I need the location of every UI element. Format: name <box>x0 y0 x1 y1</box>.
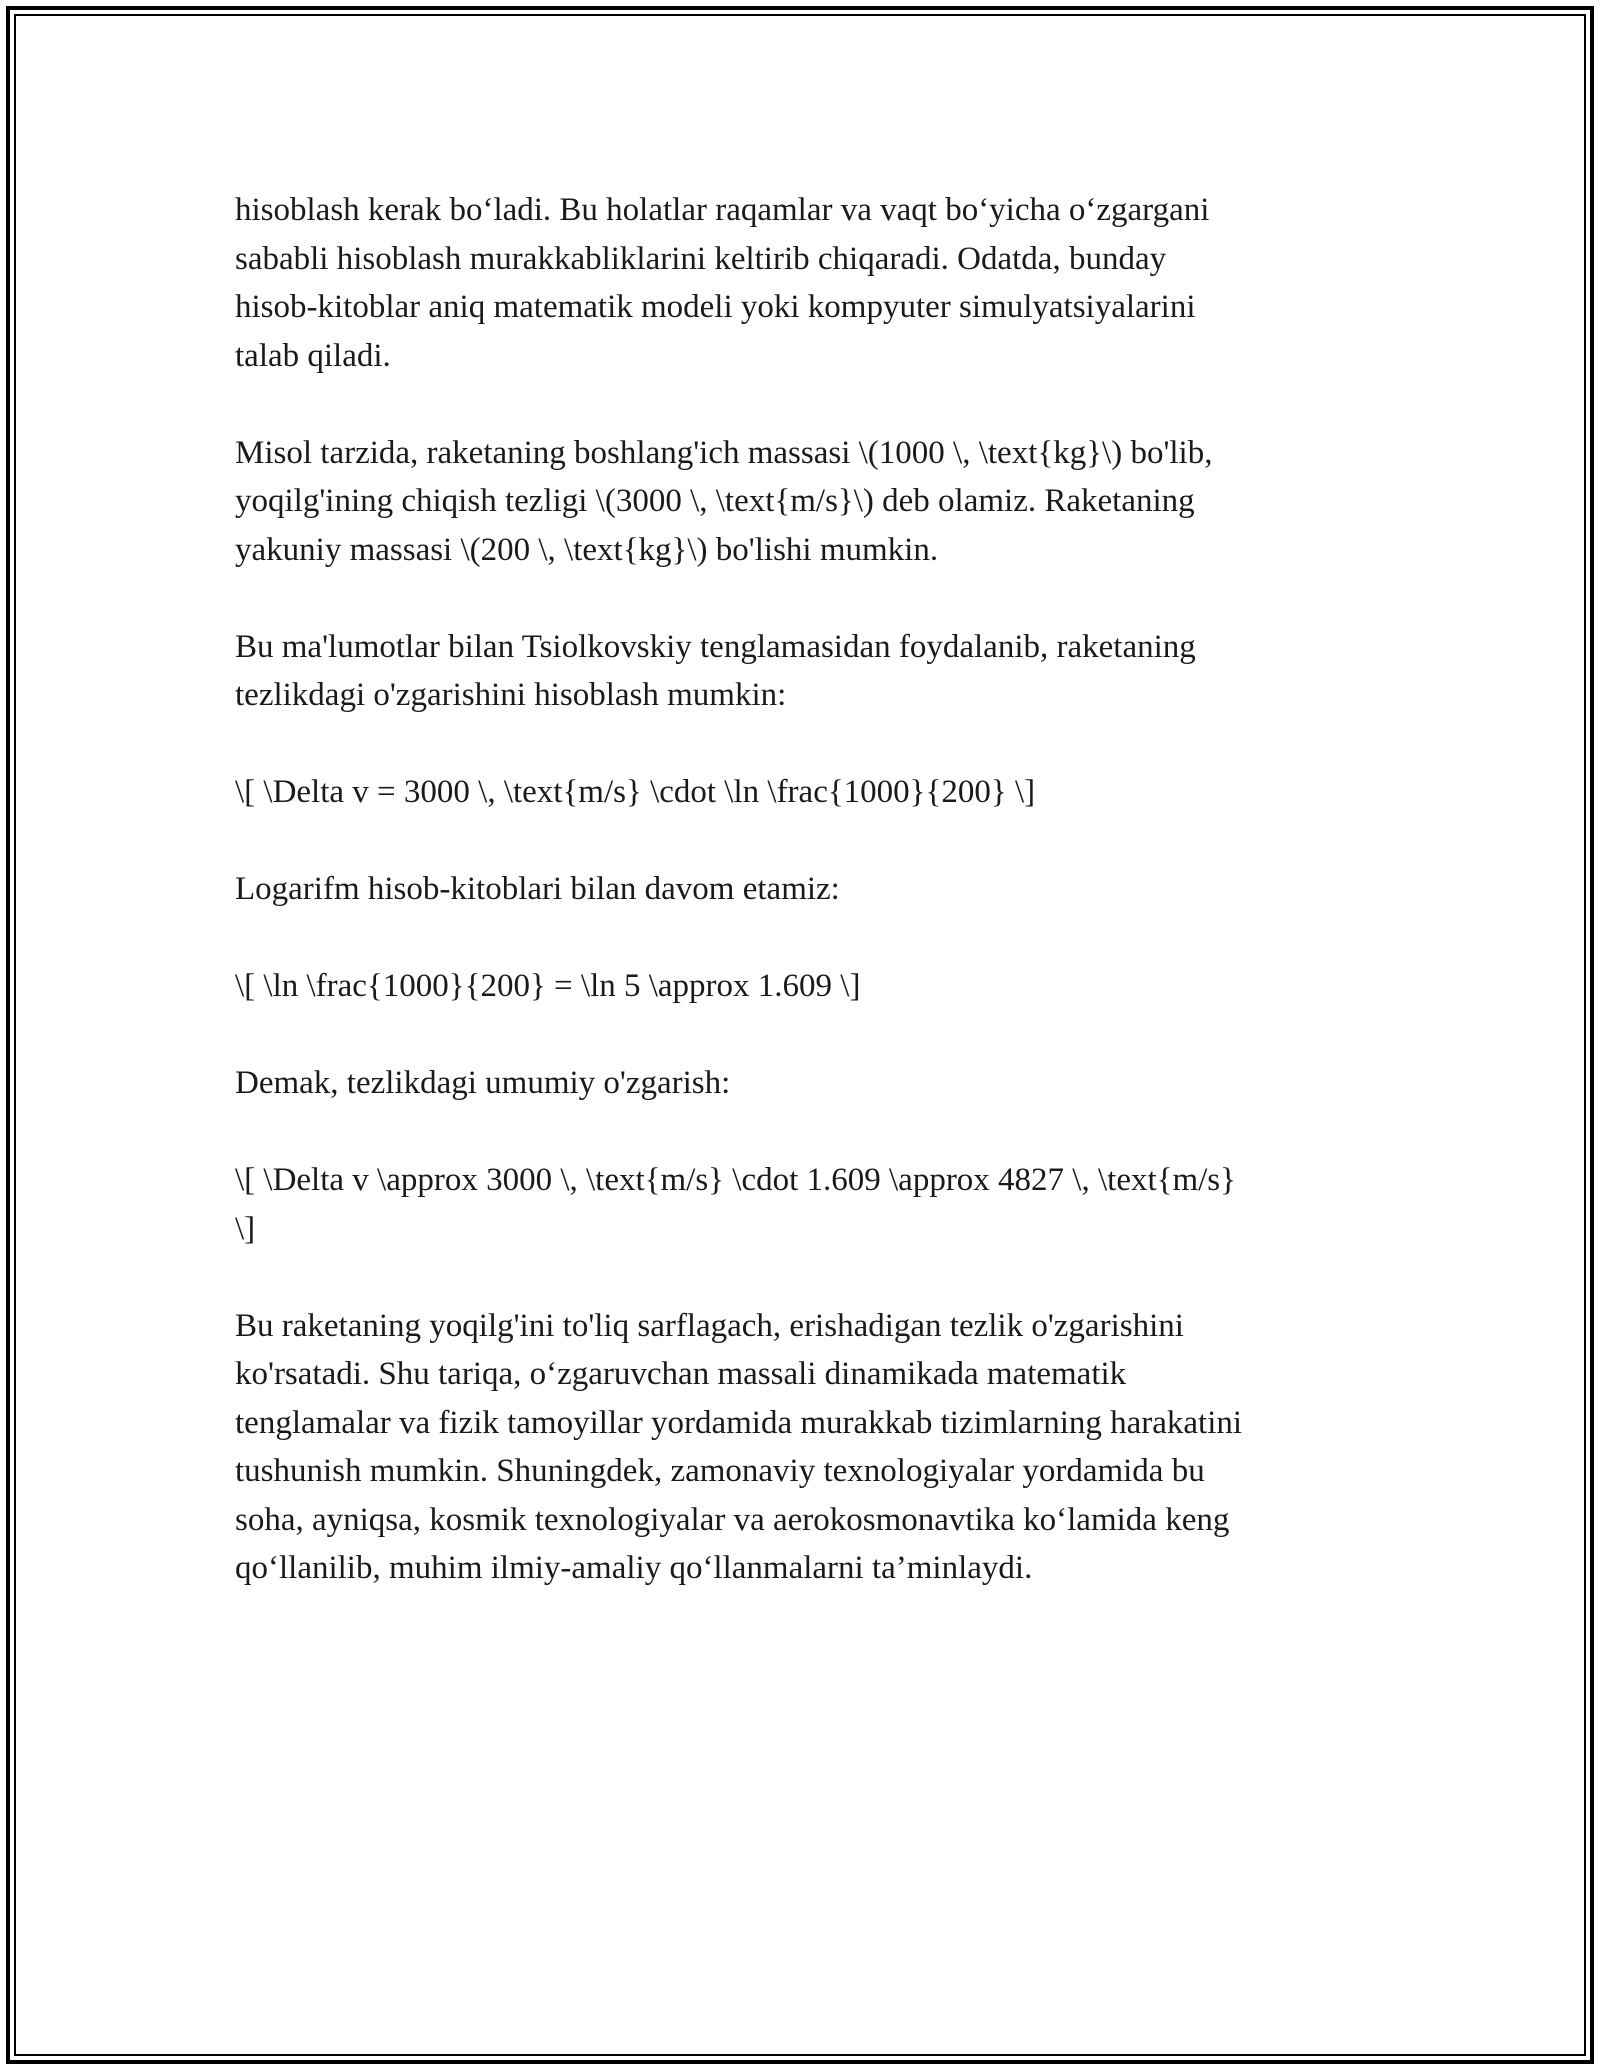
equation-ln-five: \[ \ln \frac{1000}{200} = \ln 5 \approx 1.609 \] <box>235 968 861 1004</box>
equation-delta-v-result: \[ \Delta v \approx 3000 \, \text{m/s} \cdot 1.609 \approx 4827 \, \text{m/s} \] <box>235 1162 1236 1247</box>
paragraph-computation-complexity: hisoblash kerak bo‘ladi. Bu holatlar raqamlar va vaqt bo‘yicha o‘zgargani sababli hisoblash murakkabliklarini keltirib chiqaradi. Odatda, bunday hisob-kitoblar aniq matematik modeli yoki kompyuter simulyatsiyalarini talab qiladi. <box>235 192 1210 374</box>
equation-delta-v: \[ \Delta v = 3000 \, \text{m/s} \cdot \ln \frac{1000}{200} \] <box>235 774 1036 810</box>
document-body <box>235 186 1375 1641</box>
paragraph-tsiolkovsky-intro: Bu ma'lumotlar bilan Tsiolkovskiy tenglamasidan foydalanib, raketaning tezlikdagi o'zgarishini hisoblash mumkin: <box>235 628 1196 713</box>
paragraph-logarithm-intro: Logarifm hisob-kitoblari bilan davom etamiz: <box>235 871 840 907</box>
paragraph-total-change-intro: Demak, tezlikdagi umumiy o'zgarish: <box>235 1065 731 1101</box>
paragraph-example-values: Misol tarzida, raketaning boshlang'ich massasi \(1000 \, \text{kg}\) bo'lib, yoqilg'ining chiqish tezligi \(3000 \, \text{m/s}\) deb olamiz. Raketaning yakuniy massasi \(200 \, \text{kg}\) bo'lishi mumkin. <box>235 434 1213 568</box>
paragraph-conclusion: Bu raketaning yoqilg'ini to'liq sarflagach, erishadigan tezlik o'zgarishini ko'rsatadi. Shu tariqa, o‘zgaruvchan massali dinamikada matematik tenglamalar va fizik tamoyillar yordamida murakkab tizimlarning harakatini tushunish mumkin. Shuningdek, zamonaviy texnologiyalar yordamida bu soha, ayniqsa, kosmik texnologiyalar va aerokosmonavtika ko‘lamida keng qo‘llanilib, muhim ilmiy-amaliy qo‘llanmalarni ta’minlaydi. <box>235 1307 1243 1586</box>
